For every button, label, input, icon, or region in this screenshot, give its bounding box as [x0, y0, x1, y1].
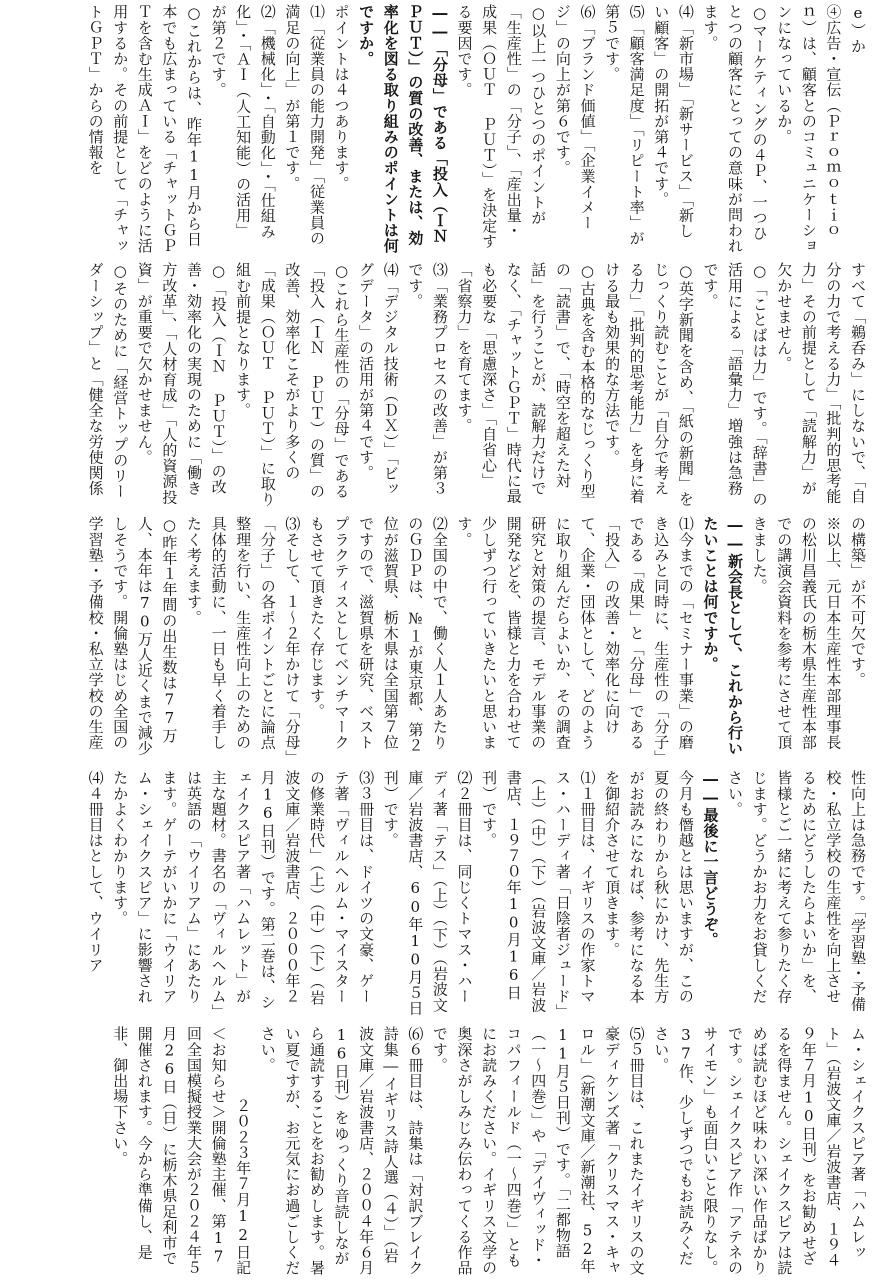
paragraph: ○以上一つひとつのポイントが「生産性」の「分子」、「産出量・成果（ＯＵＴ ＰＵＴ）」を決定する要因です。 — [455, 4, 548, 250]
paragraph: ⑷「デジタル技術（ＤＸ）」「ビッグデータ」の活用が第４です。 — [357, 262, 400, 497]
section-heading: ――最後に一言どうぞ。 — [701, 770, 720, 948]
paragraph: ○これら生産性の「分母」である「投入（ＩＮ ＰＵＴ）の質」の改善、効率化こそがより多くの「成果（ＯＵＴ ＰＵＴ）」に取り組む前提となります。 — [234, 262, 351, 508]
paragraph: ④広告・宣伝（Ｐｒｏｍｏｔｉｏｎ）は、顧客とのコミュニケーションになっているか。 — [775, 4, 843, 254]
paragraph: ⑵２冊目は、同じくトマス・ハーディ著「テス」（上）（下）（岩波文庫／岩波書店、60年10月５日刊）です。 — [381, 770, 474, 1016]
paragraph: ○昨年１年間の出生数は77万人、本年は70万人近くまで減少しそうです。開倫塾はじめ全国の学習塾・予備校・私立学校の生産 — [86, 516, 179, 756]
paragraph: ⑶そして、１～２年かけて「分母」「分子」の各ポイントごとに論点整理を行い、生産性向上のための具体的活動に、一日も早く着手したく考えます。 — [184, 516, 302, 759]
paragraph: ⑴今までの「セミナー事業」の磨き込みと同時に、生産性の「分子」である「成果」と「分母」である「投入」の改善・効率化に向けて、企業・団体として、どのように取り組んだらよいか、その調査研究と対策の提言、モデル事業の開発などを、皆様と力を合わせて少しずつ行っていきたいと思います。 — [455, 516, 695, 759]
paragraph: ⑶「業務プロセスの改善」が第３です。 — [406, 262, 449, 496]
text-row-2 — [14, 262, 870, 508]
text-row-1 — [14, 4, 870, 254]
paragraph: ○マーケティングの４Ｐ、一つひとつの顧客にとっての意味が問われます。 — [701, 4, 769, 254]
paragraph: ○古典を含む本格的なじっくり型の「読書」で、「時空を超えた対話」を行うことが、読解力だけでなく、「チャットＧＰＴ」時代に最も必要な「思慮深さ」「自省心」「省察力」を育てます。 — [455, 262, 597, 505]
paragraph: ２０２３年７月12日記 — [234, 1098, 253, 1276]
paragraph: ⑶３冊目は、ドイツの文豪、ゲーテ著「ヴィルヘルム・マイスターの修業時代」（上）（中）（下）（岩波文庫／岩波書店、２０００年２月16日刊）です。第二巻は、シェイクスピア著「ハムレット」が主な題材。書名の「ヴィルヘルム」は英語の「ウイリアム」にあたります。ゲーテがいかに「ウイリアム・シェイクスピア」に影響されたかよくわかります。 — [111, 770, 376, 1013]
text-row-3 — [14, 516, 870, 762]
section-heading: ――「分母」である「投入（ＩＮＰＵＴ）」の質の改善、または、効率化を図る取り組みのポイントは何ですか。 — [357, 4, 449, 254]
paragraph: ⑸「顧客満足度」「リピート率」が第５です。 — [603, 4, 646, 247]
paragraph: ⑴１冊目は、イギリスの作家トマス・ハーディ著「日陰者ジュード」（上）（中）（下）（岩波文庫／岩波書店、１９７０年10月16日刊）です。 — [480, 770, 597, 1013]
paragraph: ⑴「従業員の能力開発」「従業員の満足の向上」が第１です。 — [283, 4, 326, 247]
paragraph: ＜お知らせ＞開倫塾主催、第17回全国模擬授業大会が２０２４年５月26日（日）に栃木県足利市で開催されます。今から準備し、是非、御出場下さい。 — [111, 1026, 228, 1276]
paragraph: ⑹「ブランド価値」「企業イメージ」の向上が第６です。 — [553, 4, 597, 231]
paragraph: e）か — [849, 4, 867, 54]
paragraph: ⑸５冊目は、これまたイギリスの文豪ディケンズ著「クリスマス・キャロル」（新潮文庫／新潮社、52年11月５日刊）です。「二都物語（一～四巻）」や「デイヴィッド・コパフィールド（一～四巻）」ともにお読みください。イギリス文学の奥深さがしみじみ伝わってくる作品です。 — [430, 1026, 646, 1276]
paragraph: ○「ことばは力」です。「辞書」の活用による「語彙力」増強は急務です。 — [701, 262, 769, 508]
paragraph: ポイントは４つあります。 — [332, 4, 351, 192]
paragraph: 今月も僭越とは思いますが、この夏の終わりから秋にかけ、先生方がお読みになれば、参考になる本を御紹介させて頂きます。 — [603, 770, 695, 1004]
paragraph: ⑵「機械化」・「自動化」・「仕組み化」・「ＡＩ（人工知能）の活用」が第２です。 — [209, 4, 277, 240]
paragraph: ⑷「新市場」「新サービス」「新しい顧客」の開拓が第４です。 — [652, 4, 695, 239]
paragraph: 性向上は急務です。「学習塾・予備校・私立学校の生産性を向上させるためにどうしたらよいか」を、皆様とご一緒に考えて参りたく存じます。どうかお力をお貸しください。 — [726, 770, 867, 1013]
paragraph: ○英字新聞を含め、「紙の新聞」をじっくり読むことが「自分で考える力」「批判的思考能力」を身に着ける最も効果的な方法です。 — [603, 262, 695, 508]
text-row-4 — [14, 770, 870, 1018]
paragraph: ○そのために「経営トップのリーダーシップ」と「健全な労使関係 — [86, 262, 130, 499]
paragraph: ⑷４冊目はとして、ウイリア — [86, 770, 105, 973]
paragraph: ○「投入（ＩＮ ＰＵＴ）」の改善・効率化の実現のために「働き方改革」、「人材育成」「人的資源投資」が重要で欠かせません。 — [135, 262, 228, 505]
paragraph: ⑵全国の中で、働く人１人あたりのＧＤＰは、№１が東京都、第２位が滋賀県、栃木県は全国第７位ですので、滋賀県を研究、ベストプラクティスとしてベンチマークもさせて頂きたく存じます。 — [307, 516, 449, 753]
paragraph: ム・シェイクスピア著「ハムレット」（岩波文庫／岩波書店、１９４９年７月10日刊）をお勧めせざるを得ません。シェイクスピアは読めば読むほど味わい深い作品ばかりです。シェイクスピア作「アテネのサイモン」も面白いこと限りなし。37作、少しずつでもお読みください。 — [652, 1026, 867, 1276]
paragraph: ○これからは、昨年11月から日本でも広まっている「チャットＧＰＴを含む生成ＡＩ」をどのように活用するか。その前提として「チャットＧＰＴ」からの情報を — [86, 4, 203, 254]
paragraph: ⑹６冊目は、詩集は「対訳ブレイク詩集―イギリス詩人選（４）」（岩波文庫／岩波書店、２００４年６月16日刊）をゆっくり音読しながら通読することをお勧めします。暑い夏ですが、お元気にお過ごしください。 — [258, 1026, 425, 1276]
paragraph: の構築」が不可欠です。 — [849, 516, 867, 688]
section-heading: ――新会長として、これから行いたいことは何ですか。 — [701, 516, 745, 756]
paragraph: ※以上、元日本生産性本部理事長の松川昌義氏の栃木県生産性本部での講演会資料を参考にさせて頂きました。 — [750, 516, 843, 750]
text-row-5 — [14, 1026, 870, 1276]
paragraph: すべて「鵜呑み」にしないで、「自分の力で考える力」「批判的思考能力」その前提として「読解力」が欠かせません。 — [775, 262, 867, 505]
